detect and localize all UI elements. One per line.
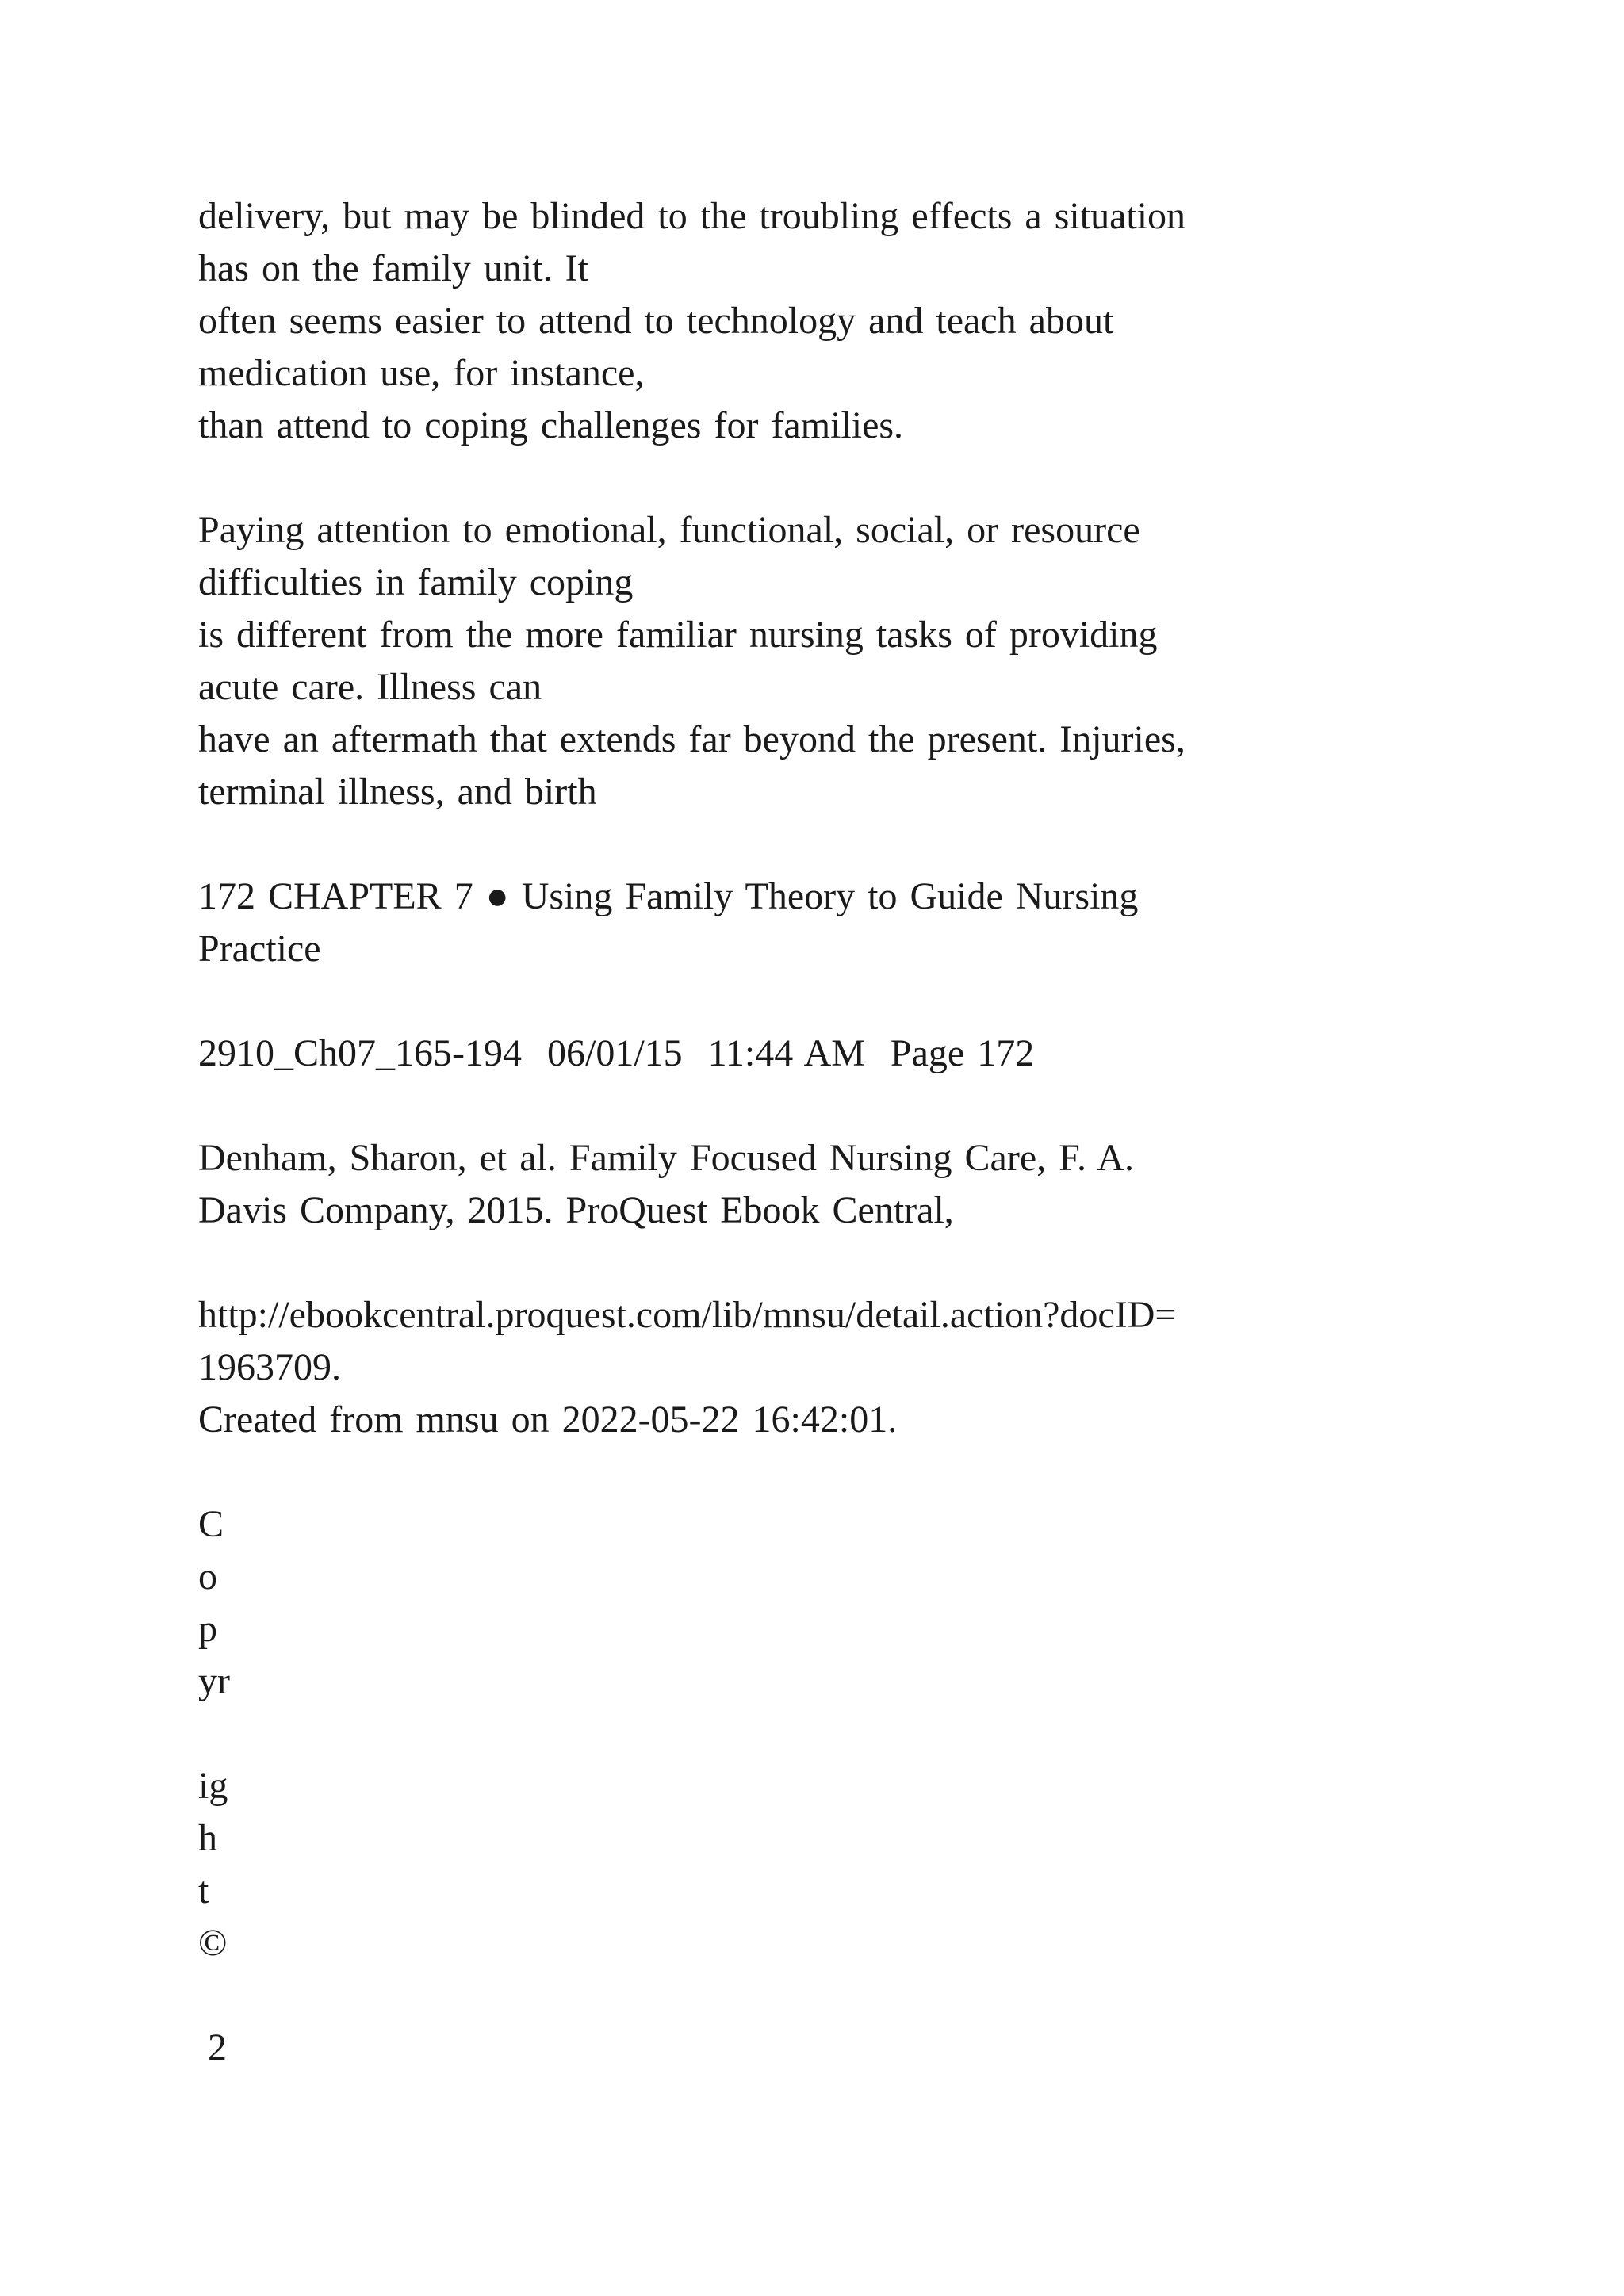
body-paragraph-2 <box>198 504 1467 818</box>
text-line: is different from the more familiar nursing tasks of providing <box>198 614 1158 656</box>
paragraph-gap <box>198 1080 1467 1132</box>
paragraph-gap <box>198 1446 1467 1498</box>
body-paragraph-1 <box>198 190 1467 452</box>
copyright-char: h <box>198 1817 217 1859</box>
copyright-char: 2 <box>198 2026 227 2068</box>
text-line: acute care. Illness can <box>198 666 542 708</box>
citation-line: Davis Company, 2015. ProQuest Ebook Central, <box>198 1189 954 1231</box>
text-line: often seems easier to attend to technology and teach about <box>198 300 1114 342</box>
document-page <box>198 190 1467 2074</box>
copyright-char: ig <box>198 1765 228 1807</box>
copyright-char: t <box>198 1869 209 1911</box>
paragraph-gap <box>198 975 1467 1027</box>
copyright-char: p <box>198 1608 217 1650</box>
source-url-line: 1963709. <box>198 1346 341 1388</box>
paragraph-gap <box>198 452 1467 504</box>
copyright-char: yr <box>198 1660 230 1702</box>
text-line: difficulties in family coping <box>198 561 634 603</box>
running-head-line: Practice <box>198 928 321 970</box>
file-slug: 2910_Ch07_165-194 06/01/15 11:44 AM Page 172 <box>198 1032 1035 1074</box>
paragraph-gap <box>198 1969 1467 2022</box>
paragraph-gap <box>198 1237 1467 1289</box>
copyright-char: C <box>198 1503 224 1545</box>
citation <box>198 1132 1467 1237</box>
text-line: medication use, for instance, <box>198 352 645 394</box>
paragraph-gap <box>198 818 1467 871</box>
text-line: terminal illness, and birth <box>198 771 597 813</box>
running-head <box>198 871 1467 975</box>
text-line: delivery, but may be blinded to the troubling effects a situation <box>198 195 1186 237</box>
text-line: than attend to coping challenges for families. <box>198 404 904 446</box>
text-line: Paying attention to emotional, functional, social, or resource <box>198 509 1140 551</box>
source-url-line: http://ebookcentral.proquest.com/lib/mnsu/detail.action?docID= <box>198 1294 1177 1336</box>
copyright-symbol: © <box>198 1922 228 1964</box>
text-line: has on the family unit. It <box>198 247 588 289</box>
running-head-line: 172 CHAPTER 7 ● Using Family Theory to Guide Nursing <box>198 875 1139 917</box>
citation-line: Denham, Sharon, et al. Family Focused Nursing Care, F. A. <box>198 1137 1135 1179</box>
created-from-line: Created from mnsu on 2022-05-22 16:42:01. <box>198 1399 898 1441</box>
copyright-char: o <box>198 1556 217 1598</box>
copyright-vertical-text <box>198 1498 1467 2074</box>
paragraph-gap <box>198 1708 1467 1760</box>
source-info <box>198 1289 1467 1446</box>
text-line: have an aftermath that extends far beyond the present. Injuries, <box>198 718 1185 760</box>
